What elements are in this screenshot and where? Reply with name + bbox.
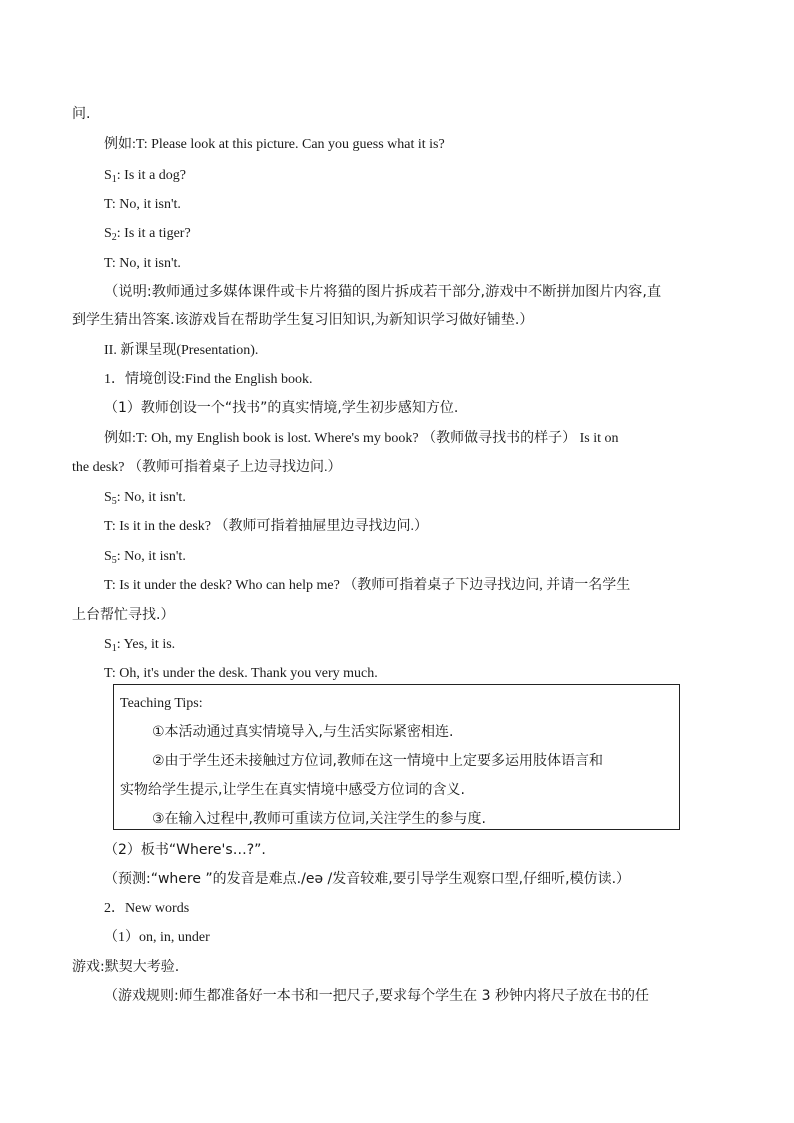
- section-heading: II. 新课呈现(Presentation).: [104, 343, 259, 358]
- tips-title: Teaching Tips:: [120, 696, 203, 711]
- speaker: S: [104, 226, 112, 241]
- dialogue-line: T: Is it in the desk? （教师可指着抽屉里边寻找边问.）: [104, 519, 429, 534]
- dialogue-text: : Is it a tiger?: [116, 226, 191, 241]
- speaker: S: [104, 549, 112, 564]
- text-line: （游戏规则:师生都准备好一本书和一把尺子,要求每个学生在 3 秒钟内将尺子放在书的任: [104, 988, 649, 1004]
- text-line: （预测:“where ”的发音是难点./eə /发音较难,要引导学生观察口型,仔细听,模仿读.）: [104, 871, 631, 887]
- text-line: （1）on, in, under: [104, 930, 210, 945]
- text-line: （2）板书“Where's…?”.: [104, 842, 266, 858]
- text-line: 到学生猜出答案.该游戏旨在帮助学生复习旧知识,为新知识学习做好铺垫.）: [72, 312, 534, 328]
- dialogue-line: T: No, it isn't.: [104, 256, 181, 271]
- dialogue-text: : No, it isn't.: [116, 490, 186, 505]
- dialogue-text: : No, it isn't.: [116, 549, 186, 564]
- tips-item: ③在输入过程中,教师可重读方位词,关注学生的参与度.: [152, 811, 486, 827]
- text-line: （1）教师创设一个“找书”的真实情境,学生初步感知方位.: [104, 400, 459, 416]
- dialogue-text: : Yes, it is.: [116, 637, 176, 652]
- text-line: 上台帮忙寻找.）: [72, 607, 175, 623]
- dialogue-line: T: Is it under the desk? Who can help me? （教师可指着桌子下边寻找边问, 并请一名学生: [104, 578, 631, 593]
- tips-item: ②由于学生还未接触过方位词,教师在这一情境中上定要多运用肢体语言和: [152, 753, 603, 769]
- text-line: 例如:T: Please look at this picture. Can you guess what it is?: [104, 137, 445, 152]
- dialogue-line: [104, 224, 191, 244]
- speaker-index: 5: [111, 496, 117, 507]
- dialogue-line: 例如:T: Oh, my English book is lost. Where's my book? （教师做寻找书的样子） Is it on: [104, 431, 619, 446]
- dialogue-line: T: Oh, it's under the desk. Thank you very much.: [104, 666, 378, 681]
- speaker-index: 1: [111, 643, 117, 654]
- speaker-index: 1: [111, 174, 117, 185]
- text-line: （说明:教师通过多媒体课件或卡片将猫的图片拆成若干部分,游戏中不断拼加图片内容,直: [104, 284, 662, 300]
- speaker-index: 2: [111, 232, 117, 243]
- dialogue-text: : Is it a dog?: [116, 168, 187, 183]
- dialogue-line: [104, 166, 186, 186]
- tips-item: ①本活动通过真实情境导入,与生活实际紧密相连.: [152, 724, 454, 740]
- dialogue-line: T: No, it isn't.: [104, 197, 181, 212]
- subsection-heading: 2．New words: [104, 901, 190, 916]
- dialogue-line: the desk? （教师可指着桌子上边寻找边问.）: [72, 460, 342, 475]
- text-line: 游戏:默契大考验.: [72, 959, 180, 975]
- speaker: S: [104, 490, 112, 505]
- tips-item: 实物给学生提示,让学生在真实情境中感受方位词的含义.: [120, 782, 465, 798]
- dialogue-line: [104, 488, 186, 508]
- subsection-heading: 1．情境创设:Find the English book.: [104, 372, 313, 387]
- speaker: S: [104, 637, 112, 652]
- speaker: S: [104, 168, 112, 183]
- dialogue-line: [104, 635, 175, 655]
- text-line: 问.: [72, 106, 91, 122]
- speaker-index: 5: [111, 555, 117, 566]
- dialogue-line: [104, 547, 186, 567]
